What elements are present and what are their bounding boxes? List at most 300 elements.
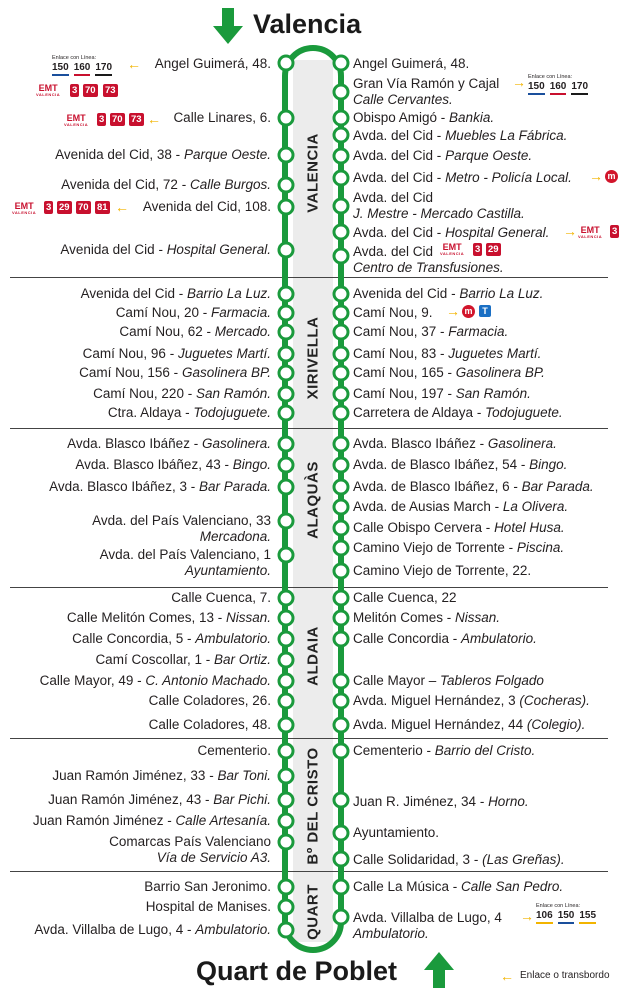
right-stop-marker[interactable] <box>334 249 348 263</box>
right-stop-label <box>353 794 529 810</box>
left-stop-marker[interactable] <box>279 632 293 646</box>
stop-name: Melitón Comes - <box>353 610 456 625</box>
stop-landmark: Hospital General. <box>445 225 550 240</box>
left-stop-label <box>67 610 271 626</box>
left-stop-label <box>40 673 271 689</box>
right-stop-marker[interactable] <box>334 306 348 320</box>
left-stop-marker[interactable] <box>279 900 293 914</box>
left-stop-marker[interactable] <box>279 366 293 380</box>
stop-name: Juan Ramón Jiménez - <box>32 813 176 828</box>
stop-name: Avda. Blasco Ibáñez - <box>67 436 202 451</box>
emt-line-badge: 73 <box>105 85 116 96</box>
right-stop-marker[interactable] <box>334 128 348 142</box>
stop-name: Avda. del Cid - <box>353 170 446 185</box>
right-stop-label <box>353 170 572 186</box>
emt-line-badge: 70 <box>85 85 96 96</box>
left-stop-marker[interactable] <box>279 325 293 339</box>
metro-icon: m <box>605 170 618 183</box>
stop-name: Calle Mayor, 49 - <box>39 673 146 688</box>
stop-name: Avenida del Cid - <box>353 286 460 301</box>
stop-name: Camino Viejo de Torrente - <box>353 540 517 555</box>
right-stop-label <box>353 910 502 942</box>
emt-line-badge: 3 <box>46 202 52 213</box>
line-number: 106 <box>536 910 553 924</box>
line-number: 150 <box>52 62 69 76</box>
left-stop-marker[interactable] <box>279 347 293 361</box>
right-stop-label <box>353 346 541 362</box>
left-stop-marker[interactable] <box>279 835 293 849</box>
line-number: 170 <box>571 81 588 95</box>
stop-name: Avenida del Cid - <box>60 242 167 257</box>
stop-landmark: (Cocheras). <box>519 693 590 708</box>
right-stop-label <box>353 405 563 421</box>
right-stop-marker[interactable] <box>334 744 348 758</box>
right-stop-label <box>353 128 567 144</box>
left-stop-label <box>116 305 271 321</box>
stop-name: Avenida del Cid - <box>80 286 187 301</box>
stop-name: Calle La Música - <box>353 879 462 894</box>
destination-valencia-title: Valencia <box>253 9 362 39</box>
right-stop-label <box>353 631 537 647</box>
right-stop-label <box>353 563 531 579</box>
right-stop-marker[interactable] <box>334 500 348 514</box>
stop-landmark: Bar Parada. <box>198 479 271 494</box>
left-stop-marker[interactable] <box>279 406 293 420</box>
right-stop-label <box>353 852 565 868</box>
right-stop-marker[interactable] <box>334 199 348 213</box>
stop-name: Angel Guimerá, 48. <box>353 56 470 71</box>
emt-line-badge: 29 <box>59 202 70 213</box>
stop-landmark: Gasolinera. <box>487 436 557 451</box>
right-stop-marker[interactable] <box>334 387 348 401</box>
transfer-arrow-icon: ← <box>127 56 141 72</box>
left-stop-marker[interactable] <box>279 480 293 494</box>
stop-name: Camí Nou, 165 - <box>353 365 456 380</box>
right-stop-marker[interactable] <box>334 521 348 535</box>
emt-logo: EMT VALENCIA <box>36 83 61 97</box>
left-stop-label <box>34 922 271 938</box>
stop-landmark: San Ramón. <box>195 386 271 401</box>
left-stop-marker[interactable] <box>279 111 293 125</box>
left-stop-label <box>144 879 271 895</box>
stop-name: Cementerio - <box>353 743 435 758</box>
left-stop-marker[interactable] <box>279 591 293 605</box>
right-stop-marker[interactable] <box>334 149 348 163</box>
right-stop-label <box>353 457 567 473</box>
stop-name: Comarcas País Valenciano <box>109 834 271 849</box>
stop-name: Avda. del Cid - <box>353 225 446 240</box>
left-stop-marker[interactable] <box>279 793 293 807</box>
left-stop-label <box>48 792 271 808</box>
right-stop-label <box>353 436 557 452</box>
stop-name: Avenida del Cid, 72 - <box>61 177 190 192</box>
stop-name: Camí Nou, 62 - <box>119 324 215 339</box>
stop-landmark: Hotel Husa. <box>494 520 565 535</box>
right-stop-marker[interactable] <box>334 852 348 866</box>
stop-landmark: C. Antonio Machado. <box>145 673 271 688</box>
stop-name: Juan R. Jiménez, 34 - <box>353 794 489 809</box>
right-stop-label <box>353 305 433 321</box>
stop-name: Calle Obispo Cervera - <box>353 520 495 535</box>
stop-landmark: Metro - Policía Local. <box>445 170 572 185</box>
left-stop-marker[interactable] <box>279 56 293 70</box>
tram-icon: T <box>479 305 491 317</box>
right-stop-label <box>353 717 585 733</box>
stop-name: Camí Nou, 37 - <box>353 324 449 339</box>
left-stop-label <box>33 813 271 829</box>
left-stop-label <box>72 631 271 647</box>
stop-name: Calle Cuenca, 22 <box>353 590 457 605</box>
right-stop-label <box>353 76 499 108</box>
stop-name: Avda. del Cid - <box>353 128 446 143</box>
transfer-arrow-icon: ← <box>147 111 161 127</box>
left-stop-label <box>146 899 271 915</box>
stop-name: Avda. Blasco Ibáñez, 3 - <box>49 479 199 494</box>
emt-line-badge: 3 <box>72 85 78 96</box>
left-stop-marker[interactable] <box>279 653 293 667</box>
stop-landmark: Bar Toni. <box>217 768 271 783</box>
emt-line-badge: 70 <box>112 114 123 125</box>
stop-landmark: Juguetes Martí. <box>177 346 271 361</box>
emt-line-badge: 3 <box>612 226 618 237</box>
right-stop-marker[interactable] <box>334 366 348 380</box>
stop-name: Calle Coladores, 26. <box>148 693 271 708</box>
left-stop-marker[interactable] <box>279 548 293 562</box>
line-number: 150 <box>528 81 545 95</box>
left-stop-label <box>83 346 271 362</box>
left-stop-label <box>79 365 271 381</box>
enlace-caption: Enlace con Línea: <box>536 903 581 909</box>
left-stop-label <box>92 513 271 545</box>
right-stop-label <box>353 693 590 709</box>
stop-landmark: Ambulatorio. <box>195 922 271 937</box>
left-stop-label <box>171 590 271 606</box>
stop-name: Hospital de Manises. <box>145 899 271 914</box>
zone-label-aldaia: ALDAIA <box>304 626 322 686</box>
stop-name: Camí Coscollar, 1 - <box>95 652 214 667</box>
line-number: 160 <box>550 81 567 95</box>
stop-name: Angel Guimerá, 48. <box>154 56 271 71</box>
left-stop-marker[interactable] <box>279 287 293 301</box>
emt-line-badge: 3 <box>475 244 481 255</box>
right-stop-marker[interactable] <box>334 910 348 924</box>
stop-landmark: San Ramón. <box>455 386 531 401</box>
left-stop-label <box>109 834 271 866</box>
stop-landmark: Bankia. <box>449 110 495 125</box>
right-stop-label <box>353 520 565 536</box>
stop-landmark: Nissan. <box>225 610 271 625</box>
left-stop-marker[interactable] <box>279 243 293 257</box>
stop-name: Gran Vía Ramón y Cajal <box>353 76 500 91</box>
right-stop-label <box>353 479 594 495</box>
left-stop-label <box>67 436 271 452</box>
stop-name: Camí Nou, 9. <box>353 305 433 320</box>
right-stop-marker[interactable] <box>334 880 348 894</box>
stop-landmark: Nissan. <box>455 610 501 625</box>
emt-line-badge: 81 <box>97 202 108 213</box>
interurban-lines-link-left <box>52 55 117 76</box>
stop-name: Obispo Amigó - <box>353 110 450 125</box>
right-stop-marker[interactable] <box>334 225 348 239</box>
right-stop-marker[interactable] <box>334 437 348 451</box>
left-stop-label <box>52 768 271 784</box>
left-stop-label <box>49 479 271 495</box>
left-stop-label <box>60 242 271 258</box>
left-stop-marker[interactable] <box>279 178 293 192</box>
stop-landmark: Todojuguete. <box>193 405 271 420</box>
right-stop-marker[interactable] <box>334 325 348 339</box>
right-stop-marker[interactable] <box>334 632 348 646</box>
left-stop-label <box>55 147 271 163</box>
destination-quart-title: Quart de Poblet <box>196 956 398 986</box>
line-number: 160 <box>74 62 91 76</box>
left-stop-marker[interactable] <box>279 674 293 688</box>
left-stop-label <box>108 405 271 421</box>
right-stop-label <box>353 673 544 689</box>
stop-name: Avenida del Cid, 108. <box>142 199 271 214</box>
right-stop-marker[interactable] <box>334 406 348 420</box>
transfer-arrow-icon: ← <box>115 199 129 215</box>
stop-name: Avda. Miguel Hernández, 44 <box>353 717 527 732</box>
left-stop-label <box>149 693 271 709</box>
right-stop-marker[interactable] <box>334 674 348 688</box>
stop-name: Camí Nou, 20 - <box>115 305 211 320</box>
stop-landmark: Gasolinera BP. <box>455 365 545 380</box>
enlace-caption: Enlace con Línea: <box>528 74 573 80</box>
stop-name: Avda. Villalba de Lugo, 4 - <box>34 922 196 937</box>
right-stop-marker[interactable] <box>334 793 348 807</box>
emt-line-badge: 70 <box>78 202 89 213</box>
right-stop-marker[interactable] <box>334 480 348 494</box>
left-stop-marker[interactable] <box>279 514 293 528</box>
right-stop-marker[interactable] <box>334 611 348 625</box>
stop-landmark: Bar Parada. <box>521 479 594 494</box>
right-stop-label <box>353 110 494 126</box>
line-number: 155 <box>579 910 596 924</box>
stop-name: Avda. de Ausias March - <box>353 499 503 514</box>
interurban-lines-link-quart <box>536 903 601 924</box>
left-stop-marker[interactable] <box>279 718 293 732</box>
left-stop-label <box>149 717 271 733</box>
zone-label-xirivella: XIRIVELLA <box>304 316 322 400</box>
left-stop-label <box>61 177 271 193</box>
stop-landmark: Vía de Servicio A3. <box>156 850 271 865</box>
stop-name: Avenida del Cid, 38 - <box>55 147 184 162</box>
stop-name: Camí Nou, 96 - <box>82 346 178 361</box>
stop-landmark: Farmacia. <box>448 324 509 339</box>
right-stop-label <box>353 386 531 402</box>
emt-line-badge: 73 <box>131 114 142 125</box>
right-stop-marker[interactable] <box>334 564 348 578</box>
transfer-arrow-icon: → <box>446 303 460 319</box>
emt-line-badge: 29 <box>488 244 499 255</box>
emt-logo: EMT VALENCIA <box>64 113 89 127</box>
stop-landmark: Bar Pichi. <box>213 792 271 807</box>
metro-icon: m <box>462 305 475 318</box>
stop-landmark: Calle Burgos. <box>189 177 271 192</box>
stop-landmark: Bingo. <box>529 457 568 472</box>
right-stop-marker[interactable] <box>334 111 348 125</box>
line-number: 170 <box>95 62 112 76</box>
emt-logo: EMT VALENCIA <box>578 225 603 239</box>
left-stop-marker[interactable] <box>279 387 293 401</box>
right-stop-marker[interactable] <box>334 347 348 361</box>
right-stop-marker[interactable] <box>334 541 348 555</box>
stop-landmark: Ambulatorio. <box>461 631 537 646</box>
right-stop-label <box>353 365 545 381</box>
stop-landmark: J. Mestre - Mercado Castilla. <box>353 206 525 221</box>
legend-text: Enlace o transbordo <box>520 970 610 981</box>
right-stop-marker[interactable] <box>334 826 348 840</box>
stop-landmark: Barrio del Cristo. <box>434 743 536 758</box>
stop-name: Barrio San Jeronimo. <box>144 879 271 894</box>
stop-name: Calle Linares, 6. <box>173 110 271 125</box>
left-stop-label <box>81 286 271 302</box>
stop-landmark: Ambulatorio. <box>195 631 271 646</box>
stop-landmark: Parque Oeste. <box>445 148 533 163</box>
stop-name: Avda. de Blasco Ibáñez, 54 - <box>353 457 530 472</box>
stop-landmark: Calle Artesanía. <box>175 813 271 828</box>
left-stop-marker[interactable] <box>279 437 293 451</box>
transfer-arrow-icon: → <box>512 74 526 90</box>
right-stop-label <box>353 286 543 302</box>
stop-name: Calle Concordia, 5 - <box>72 631 196 646</box>
stop-landmark: Barrio La Luz. <box>186 286 271 301</box>
stop-landmark: Bingo. <box>232 457 271 472</box>
stop-name: Calle Concordia - <box>353 631 462 646</box>
right-stop-marker[interactable] <box>334 85 348 99</box>
stop-name: Camí Nou, 156 - <box>79 365 182 380</box>
left-stop-marker[interactable] <box>279 611 293 625</box>
stop-landmark: Ambulatorio. <box>353 926 429 941</box>
stop-name: Avda. Villalba de Lugo, 4 <box>353 910 502 925</box>
stop-landmark: Parque Oeste. <box>183 147 271 162</box>
line-number: 150 <box>558 910 575 924</box>
stop-name: Juan Ramón Jiménez, 33 - <box>52 768 218 783</box>
stop-landmark: Gasolinera BP. <box>181 365 271 380</box>
emt-line-badge: 3 <box>99 114 105 125</box>
stop-name: Avda. del País Valenciano, 33 <box>92 513 271 528</box>
stop-landmark: Mercadona. <box>199 529 271 544</box>
stop-name: Avda. Blasco Ibáñez - <box>353 436 488 451</box>
right-stop-marker[interactable] <box>334 694 348 708</box>
right-stop-label <box>353 540 564 556</box>
left-stop-marker[interactable] <box>279 923 293 937</box>
stop-landmark: Piscina. <box>516 540 565 555</box>
stop-landmark: Barrio La Luz. <box>459 286 544 301</box>
stop-landmark: Hospital General. <box>166 242 271 257</box>
left-stop-label <box>119 324 271 340</box>
stop-name: Avda. del Cid <box>353 190 434 205</box>
left-stop-marker[interactable] <box>279 880 293 894</box>
emt-logo: EMT VALENCIA <box>12 201 37 215</box>
left-stop-label <box>75 457 271 473</box>
right-stop-label <box>353 825 439 841</box>
right-stop-label <box>353 590 457 606</box>
right-stop-label <box>353 56 469 72</box>
right-stop-label <box>353 148 532 164</box>
stop-name: Ctra. Aldaya - <box>107 405 194 420</box>
left-stop-marker[interactable] <box>279 306 293 320</box>
right-stop-marker[interactable] <box>334 718 348 732</box>
stop-name: Calle Solidaridad, 3 - <box>353 852 483 867</box>
right-stop-label <box>353 225 549 241</box>
left-stop-marker[interactable] <box>279 769 293 783</box>
stop-name: Avda. del Cid - <box>353 148 446 163</box>
right-stop-marker[interactable] <box>334 171 348 185</box>
enlace-caption: Enlace con Línea: <box>52 55 97 61</box>
stop-name: Carretera de Aldaya - <box>353 405 486 420</box>
transfer-arrow-icon: → <box>563 223 577 239</box>
stop-landmark: Mercado. <box>214 324 271 339</box>
stop-landmark: Centro de Transfusiones. <box>353 260 504 275</box>
left-stop-label <box>155 56 271 72</box>
stop-name: Calle Melitón Comes, 13 - <box>66 610 226 625</box>
stop-landmark: (Las Greñas). <box>482 852 565 867</box>
right-stop-label <box>353 743 535 759</box>
right-stop-marker[interactable] <box>334 458 348 472</box>
right-stop-marker[interactable] <box>334 56 348 70</box>
transfer-arrow-icon: → <box>520 908 534 924</box>
left-stop-marker[interactable] <box>279 744 293 758</box>
right-stop-label <box>353 190 525 222</box>
left-stop-marker[interactable] <box>279 200 293 214</box>
stop-name: Calle Mayor – <box>353 673 441 688</box>
stop-landmark: Horno. <box>488 794 529 809</box>
stop-landmark: (Colegio). <box>526 717 586 732</box>
stop-name: Avda. del Cid <box>353 244 434 259</box>
stop-landmark: Ayuntamiento. <box>184 563 271 578</box>
stop-landmark: Tableros Folgado <box>440 673 544 688</box>
stop-landmark: Bar Ortiz. <box>213 652 271 667</box>
right-stop-marker[interactable] <box>334 591 348 605</box>
right-stop-marker[interactable] <box>334 287 348 301</box>
transfer-arrow-icon: → <box>589 168 603 184</box>
stop-landmark: Juguetes Martí. <box>448 346 542 361</box>
left-stop-label <box>93 386 271 402</box>
right-stop-label <box>353 324 508 340</box>
stop-landmark: Calle Cervantes. <box>353 92 453 107</box>
emt-logo: EMT VALENCIA <box>440 242 465 256</box>
stop-name: Calle Coladores, 48. <box>148 717 271 732</box>
right-stop-label <box>353 499 568 515</box>
stop-name: Avda. de Blasco Ibáñez, 6 - <box>353 479 522 494</box>
stop-name: Avda. Miguel Hernández, 3 <box>353 693 520 708</box>
stop-name: Calle Cuenca, 7. <box>171 590 271 605</box>
left-stop-marker[interactable] <box>279 148 293 162</box>
right-stop-label <box>353 879 563 895</box>
stop-name: Camí Nou, 220 - <box>93 386 196 401</box>
stop-name: Avda. Blasco Ibáñez, 43 - <box>75 457 233 472</box>
legend-arrow-icon: ← <box>500 968 514 984</box>
zone-label-valencia: VALENCIA <box>304 133 322 213</box>
stop-landmark: Gasolinera. <box>201 436 271 451</box>
left-stop-marker[interactable] <box>279 814 293 828</box>
stop-landmark: Farmacia. <box>210 305 271 320</box>
stop-name: Cementerio. <box>197 743 271 758</box>
stop-name: Ayuntamiento. <box>353 825 440 840</box>
left-stop-marker[interactable] <box>279 458 293 472</box>
stop-name: Camí Nou, 83 - <box>353 346 449 361</box>
zone-label-alaquas: ALAQUÀS <box>304 461 322 539</box>
stop-name: Avda. del País Valenciano, 1 <box>99 547 271 562</box>
stop-landmark: Todojuguete. <box>485 405 563 420</box>
left-stop-marker[interactable] <box>279 694 293 708</box>
interurban-lines-link-right <box>528 74 593 95</box>
stop-landmark: La Olivera. <box>502 499 569 514</box>
zone-label-barrio-cristo: Bº DEL CRISTO <box>304 747 322 865</box>
left-stop-label <box>173 110 271 126</box>
